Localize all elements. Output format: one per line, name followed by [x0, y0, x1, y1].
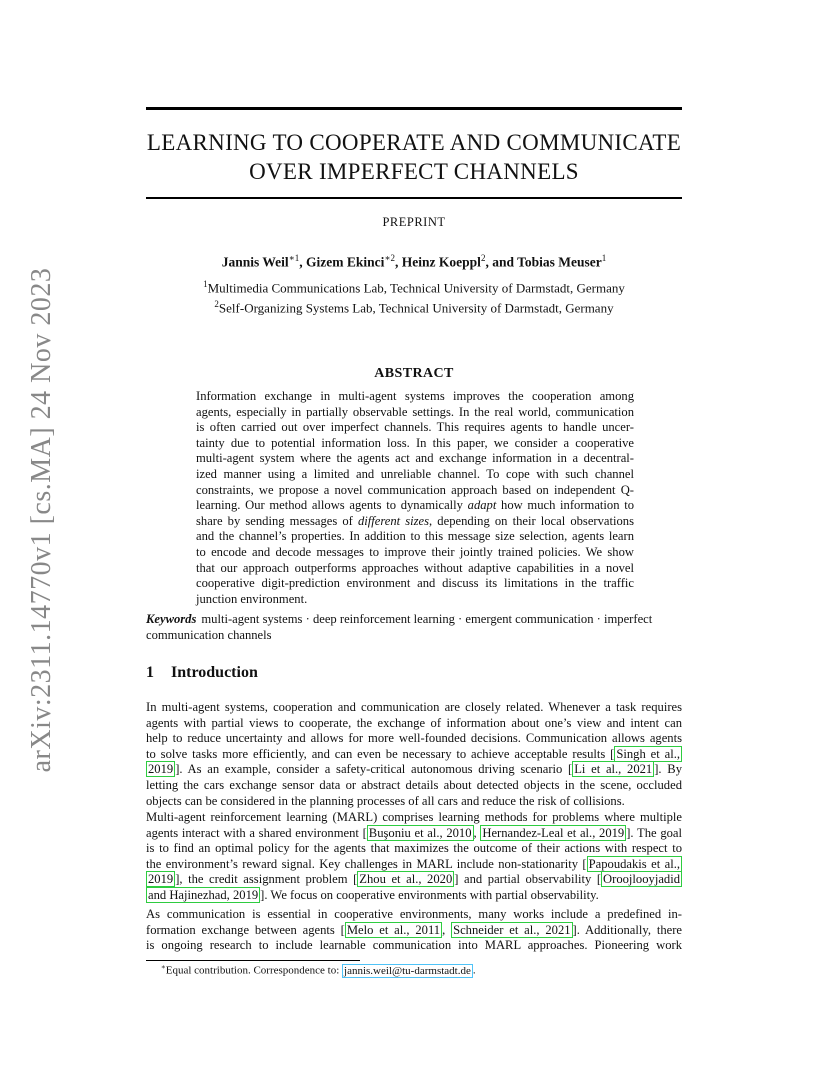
- footnote-text: Equal contribution. Correspondence to:: [165, 964, 343, 977]
- paragraph-line: In multi-agent systems, cooperation and communication are closely related. Whenever a task requires: [146, 700, 682, 714]
- paragraph-text: formation exchange between agents [: [146, 922, 345, 937]
- author-name: Heinz Koeppl: [401, 254, 481, 270]
- affiliation-line: [146, 296, 682, 316]
- affiliation-text: Self-Organizing Systems Lab, Technical University of Darmstadt, Germany: [218, 300, 614, 316]
- paragraph-text: ] and partial observability [: [454, 872, 602, 887]
- abstract-emphasis: different sizes: [357, 513, 430, 528]
- author-superscript: 2: [480, 253, 486, 263]
- paragraph-line: formation exchange between agents [ Melo et al., 2011 , Schneider et al., 2021 ]. Additionally, there: [146, 922, 682, 937]
- author-name: Tobias Meuser: [517, 254, 602, 270]
- citation-link[interactable]: Oroojlooyjadid: [603, 872, 680, 887]
- paragraph-text: the environment’s reward signal. Key challenges in MARL include non-stationarity [: [146, 856, 587, 871]
- citation-link[interactable]: Schneider et al., 2021: [453, 922, 571, 937]
- abstract-text: share by sending messages of: [196, 513, 358, 528]
- abstract-line: agents, especially in partially observable settings. In the real world, communication: [196, 404, 634, 419]
- intro-paragraph-1: [146, 700, 682, 809]
- paragraph-text: ]. We focus on cooperative environments with partial observability.: [260, 887, 599, 902]
- paper-title: [146, 128, 682, 186]
- keywords-block: [146, 612, 682, 643]
- footnote: [161, 963, 476, 977]
- author-superscript: ∗1: [288, 253, 300, 263]
- abstract-emphasis: adapt: [467, 498, 497, 513]
- paragraph-text: ]. By: [654, 762, 682, 777]
- paragraph-line: objects can be considered in the planning processes of all cars and reduce the risk of collisions.: [146, 793, 625, 808]
- abstract-line: to encode and decode messages to improve their jointly trained policies. We show: [196, 544, 634, 559]
- paragraph-line: [146, 762, 682, 778]
- abstract-text: how much information to: [496, 498, 634, 513]
- paragraph-text: agents interact with a shared environment [: [146, 825, 367, 840]
- abstract-heading: ABSTRACT: [374, 366, 454, 381]
- author-superscript: 1: [601, 253, 607, 263]
- paragraph-line: help to reduce uncertainty and allows for more well-founded decisions. Communication allows agents: [146, 731, 682, 746]
- paragraph-line: [146, 872, 682, 888]
- section-title: Introduction: [171, 664, 258, 681]
- title-line-1: LEARNING TO COOPERATE AND COMMUNICATE: [146, 130, 682, 155]
- abstract-body: [196, 389, 634, 607]
- abstract-line: junction environment.: [196, 591, 308, 606]
- paragraph-line: As communication is essential in cooperative environments, many works include a predefined in-: [146, 907, 682, 921]
- paragraph-line: [146, 888, 682, 904]
- paragraph-line: [146, 857, 682, 873]
- footnote-text: .: [472, 964, 476, 977]
- author-name: Jannis Weil: [221, 254, 289, 270]
- affiliation-text: Multimedia Communications Lab, Technical University of Darmstadt, Germany: [207, 280, 625, 296]
- paragraph-line: letting the cars exchange sensor data or abstract details about detected objects in the scene, occluded: [146, 777, 682, 792]
- affiliation-line: [146, 276, 682, 296]
- intro-paragraph-2: [146, 810, 682, 904]
- abstract-line: Information exchange in multi-agent systems improves the cooperation among: [196, 389, 634, 403]
- title-top-rule: [146, 107, 682, 110]
- email-link[interactable]: jannis.weil@tu-darmstadt.de: [344, 964, 471, 977]
- footnote-rule: [146, 960, 360, 961]
- footnote-marker: ∗: [161, 963, 166, 971]
- citation-link[interactable]: 2019: [148, 872, 174, 887]
- author-superscript: ∗2: [384, 253, 396, 263]
- affiliations: [146, 276, 682, 317]
- citation-link[interactable]: Singh et al.,: [616, 746, 680, 761]
- paragraph-text: ]. The goal: [626, 825, 682, 840]
- abstract-text: learning. Our method allows agents to dynamically: [196, 498, 468, 513]
- abstract-line: [196, 514, 634, 530]
- paragraph-line: agents interact with a shared environment [ Buşoniu et al., 2010 , Hernandez-Leal et al., 2019 ]. The goal: [146, 825, 682, 840]
- abstract-line: [196, 498, 634, 514]
- abstract-line: ized manner using a limited and unreliable channel. To cope with such channel: [196, 466, 634, 481]
- abstract-line: constraints, we propose a novel communication approach based on independent Q-: [196, 482, 634, 497]
- paragraph-text: ]. Additionally, there: [572, 922, 682, 937]
- keywords-label: Keywords: [146, 612, 197, 626]
- abstract-line: multi-agent system where the agents act and exchange information in a decentral-: [196, 451, 634, 466]
- paragraph-line: is to find an optimal policy for the agents that maximizes the outcome of their actions with respect to: [146, 841, 682, 856]
- citation-link[interactable]: and Hajinezhad, 2019: [148, 887, 259, 902]
- author-separator: , and: [485, 254, 518, 270]
- abstract-line: that our approach outperforms approaches without adaptive capabilities in a novel: [196, 560, 634, 575]
- abstract-text: , depending on their local observations: [429, 513, 634, 528]
- paragraph-line: to solve tasks more efficiently, and can even be necessary to achieve acceptable results [ Singh et al.,: [146, 746, 680, 761]
- citation-link[interactable]: 2019: [148, 762, 174, 777]
- keywords-text: multi-agent systems · deep reinforcement learning · emergent communication · imperfect: [201, 612, 653, 626]
- abstract-line: tainty due to potential information loss. In this paper, we consider a cooperative: [196, 435, 634, 450]
- abstract-line: cooperative digit-prediction environment and discuss its limitations in the traffic: [196, 576, 634, 591]
- paragraph-line: agents with partial views to cooperate, the exchange of information about one’s view and intent can: [146, 715, 682, 730]
- section-heading: [146, 664, 258, 682]
- author-name: Gizem Ekinci: [306, 254, 385, 270]
- citation-link[interactable]: Papoudakis et al.,: [588, 856, 680, 871]
- citation-link[interactable]: Li et al., 2021: [574, 762, 653, 777]
- intro-paragraph-3: [146, 907, 682, 954]
- title-line-2: OVER IMPERFECT CHANNELS: [249, 159, 579, 184]
- paragraph-text: ], the credit assignment problem [: [175, 872, 358, 887]
- paragraph-text: to solve tasks more efficiently, and can even be necessary to achieve acceptable results: [146, 746, 611, 761]
- paragraph-line: Multi-agent reinforcement learning (MARL) comprises learning methods for problems where multiple: [146, 810, 682, 824]
- arxiv-side-stamp: arXiv:2311.14770v1 [cs.MA] 24 Nov 2023: [26, 267, 57, 773]
- affiliation-superscript: 2: [214, 299, 219, 310]
- citation-link[interactable]: Hernandez-Leal et al., 2019: [482, 825, 625, 840]
- paragraph-line: is ongoing research to include learnable communication into MARL approaches. Pioneering work: [146, 938, 682, 953]
- paragraph-text: ]. As an example, consider a safety-critical autonomous driving scenario [: [175, 762, 573, 777]
- title-bottom-rule: [146, 197, 682, 199]
- preprint-label: PREPRINT: [382, 215, 446, 229]
- abstract-line: and the channel’s properties. In addition to this message size selection, agents learn: [196, 529, 634, 544]
- affiliation-superscript: 1: [203, 279, 208, 289]
- abstract-line: is often carried out over imperfect channels. This requires agents to handle uncer-: [196, 420, 634, 435]
- author-list: [146, 253, 682, 271]
- citation-link[interactable]: Zhou et al., 2020: [359, 872, 453, 887]
- author-separator: ,: [395, 254, 402, 270]
- author-separator: ,: [299, 254, 307, 270]
- citation-link[interactable]: Buşoniu et al., 2010: [368, 825, 472, 840]
- citation-link[interactable]: Melo et al., 2011: [346, 922, 441, 937]
- section-number: 1: [146, 664, 154, 681]
- keywords-text: communication channels: [146, 627, 272, 642]
